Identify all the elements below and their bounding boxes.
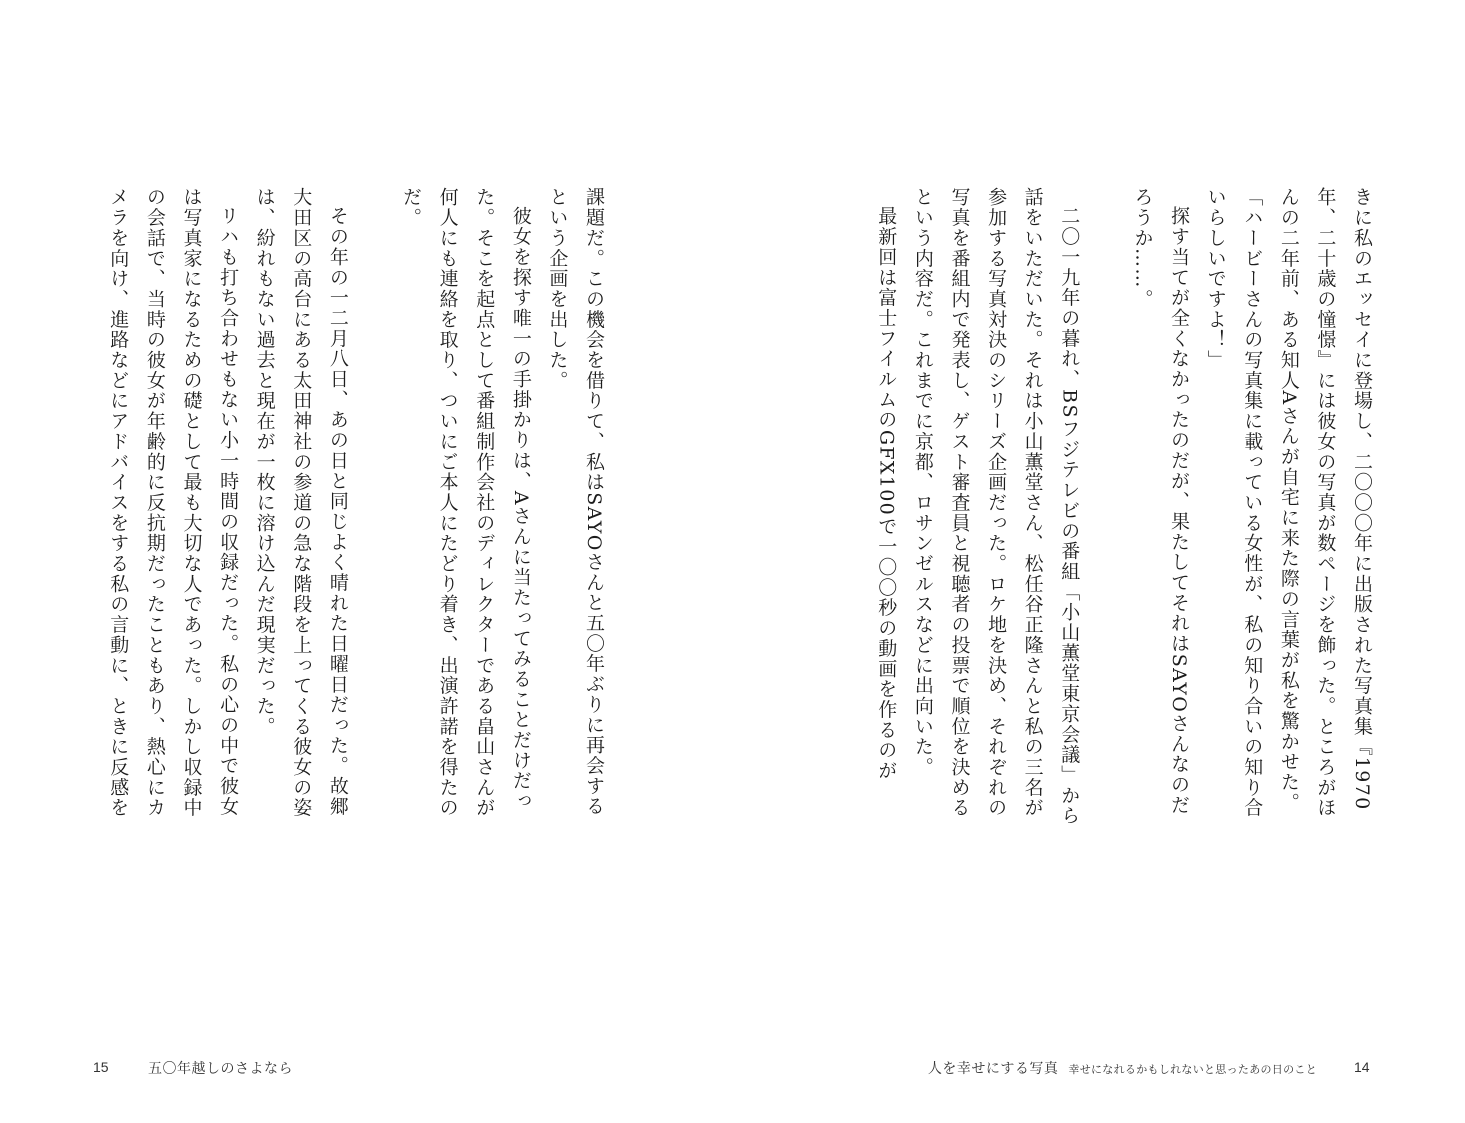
paragraph-quote: 「ハービーさんの写真集に載っている女性が、私の知り合いの知り合いらしいですよ！」 <box>1204 187 1264 818</box>
paragraph: 課題だ。この機会を借りて、私はSAYOさんと五〇年ぶりに再会するという企画を出した。 <box>546 187 605 817</box>
left-running-head <box>148 1058 293 1078</box>
paragraph: その年の一二月八日、あの日と同じよく晴れた日曜日だった。故郷大田区の高台にある太田神社の参道の急な階段を上ってくる彼女の姿は、紛れもない過去と現在が一枚に溶け込んだ現実だった。 <box>253 187 349 818</box>
paragraph: きに私のエッセイに登場し、二〇〇〇年に出版された写真集『1970年、二十歳の憧憬』には彼女の写真が数ページを飾った。ところがほんの二年前、ある知人Aさんが自宅に来た際の言葉が私を驚かせた。 <box>1277 187 1373 818</box>
paragraph: 最新回は富士フイルムのGFX100で一〇〇秒の動画を作るのが <box>875 206 898 781</box>
right-running-head <box>928 1058 1317 1078</box>
right-page <box>732 0 1465 1123</box>
paragraph: 彼女を探す唯一の手掛かりは、Aさんに当たってみることだけだった。そこを起点として番組制作会社のディレクターである畠山さんが何人にも連絡を取り、ついにご本人にたどり着き、出演許諾を得たのだ。 <box>400 187 532 818</box>
blank-line <box>356 187 393 827</box>
running-head-subtitle: 幸せになれるかもしれないと思ったあの日のこと <box>1068 1063 1317 1076</box>
paragraph: 二〇一九年の暮れ、BSフジテレビの番組「小山薫堂東京会議」から話をいただいた。それは小山薫堂さん、松任谷正隆さんと私の三名が参加する写真対決のシリーズ企画だった。ロケ地を決め、それぞれの写真を番組内で発表し、ゲスト審査員と視聴者の投票で順位を決めるという内容だ。これまでに京都、ロサンゼルスなどに出向いた。 <box>911 187 1081 826</box>
paragraph: リハも打ち合わせもない小一時間の収録だった。私の心の中で彼女は写真家になるための礎として最も大切な人であった。しかし収録中の会話で、当時の彼女が年齢的に反抗期だったこともあり、熱心にカメラを向け、進路などにアドバイスをする私の言動に、ときに反感を <box>107 187 240 818</box>
running-head-title: 五〇年越しのさよなら <box>148 1061 293 1077</box>
page-number: 14 <box>1354 1059 1370 1075</box>
blank-line <box>1087 187 1124 827</box>
page-number: 15 <box>93 1059 109 1075</box>
running-head-title: 人を幸せにする写真 <box>927 1061 1059 1077</box>
paragraph: 探す当てが全くなかったのだが、果たしてそれはSAYOさんなのだろうか……。 <box>1131 187 1191 815</box>
left-page-body-text <box>82 187 612 827</box>
left-page <box>0 0 732 1123</box>
right-page-body-text <box>860 187 1380 827</box>
